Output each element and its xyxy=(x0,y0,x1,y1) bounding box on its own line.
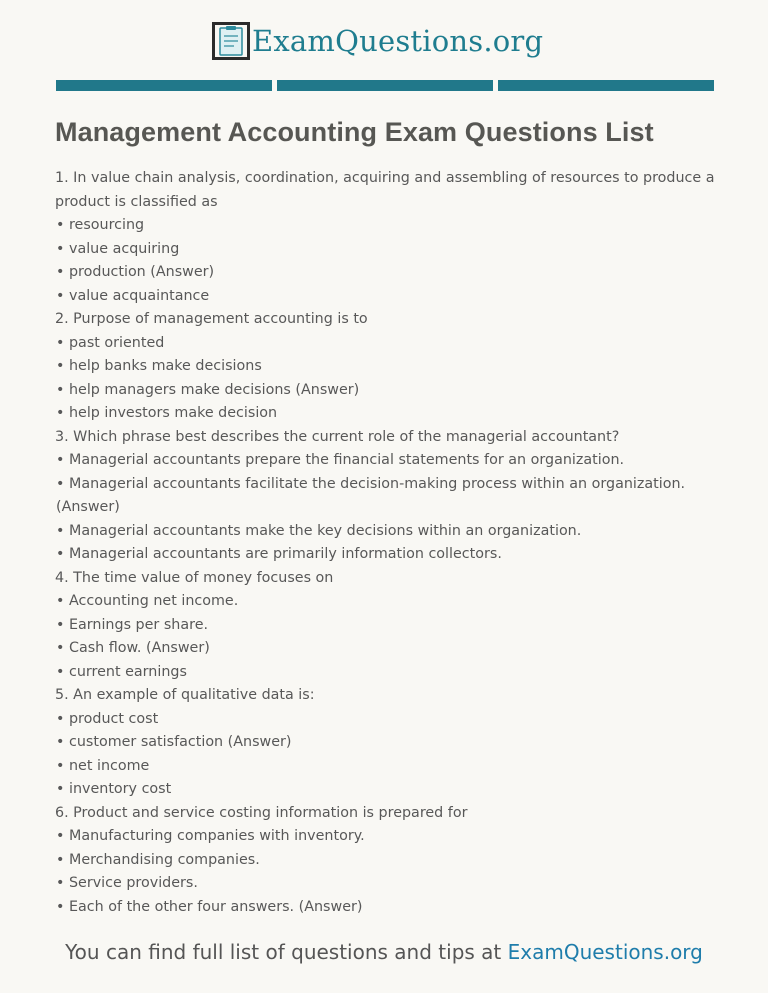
footer-link[interactable]: ExamQuestions.org xyxy=(507,940,703,964)
footer xyxy=(0,940,768,964)
answer-option: • current earnings xyxy=(56,663,187,680)
answer-option: • Cash flow. (Answer) xyxy=(56,640,210,656)
question-text: 6. Product and service costing information is prepared for xyxy=(55,804,468,821)
header-divider-bars xyxy=(56,80,714,91)
footer-text: You can find full list of questions and tips at xyxy=(65,940,508,964)
answer-option: • net income xyxy=(56,757,150,774)
answer-option: • resourcing xyxy=(56,217,145,233)
answer-option: • help managers make decisions (Answer) xyxy=(56,381,360,398)
answer-option: • Managerial accountants make the key decisions within an organization. xyxy=(56,522,582,539)
site-header xyxy=(0,18,768,66)
answer-option: • Earnings per share. xyxy=(56,616,209,633)
answer-option: • customer satisfaction (Answer) xyxy=(56,734,292,750)
page-title: Management Accounting Exam Questions List xyxy=(55,117,654,147)
clipboard-document-icon xyxy=(212,22,250,60)
answer-option: • Managerial accountants are primarily information collectors. xyxy=(56,546,502,562)
answer-option: • Accounting net income. xyxy=(56,593,239,609)
divider-bar xyxy=(56,80,272,91)
question-text: 4. The time value of money focuses on xyxy=(55,569,334,586)
question-text: 1. In value chain analysis, coordination, acquiring and assembling of resources to produce a product is classified as xyxy=(55,170,715,210)
question-item xyxy=(55,684,715,802)
answer-option: • Each of the other four answers. (Answer) xyxy=(56,898,363,915)
answer-option: • production (Answer) xyxy=(56,264,215,280)
answer-option: • Managerial accountants facilitate the decision-making process within an organization. (Answer) xyxy=(56,475,686,515)
question-item xyxy=(55,308,715,426)
question-item xyxy=(55,567,715,685)
answer-option: • Service providers. xyxy=(56,875,198,891)
question-text: 2. Purpose of management accounting is to xyxy=(55,311,368,327)
divider-bar xyxy=(498,80,714,91)
question-text: 3. Which phrase best describes the current role of the managerial accountant? xyxy=(55,428,620,445)
answer-option: • help investors make decision xyxy=(56,405,278,421)
answer-option: • product cost xyxy=(56,710,159,727)
answer-option: • Manufacturing companies with inventory. xyxy=(56,828,365,844)
site-logo[interactable] xyxy=(212,22,543,60)
answer-option: • value acquiring xyxy=(56,240,180,257)
divider-bar xyxy=(277,80,493,91)
question-item xyxy=(55,167,715,308)
answer-option: • value acquaintance xyxy=(56,287,210,304)
question-text: 5. An example of qualitative data is: xyxy=(55,687,315,703)
questions-list xyxy=(55,167,715,919)
answer-option: • Managerial accountants prepare the financial statements for an organization. xyxy=(56,452,625,468)
answer-option: • Merchandising companies. xyxy=(56,851,260,868)
answer-option: • help banks make decisions xyxy=(56,358,262,374)
answer-option: • inventory cost xyxy=(56,781,172,797)
answer-option: • past oriented xyxy=(56,334,165,351)
question-item xyxy=(55,802,715,920)
logo-text: ExamQuestions.org xyxy=(252,24,544,58)
question-item xyxy=(55,426,715,567)
